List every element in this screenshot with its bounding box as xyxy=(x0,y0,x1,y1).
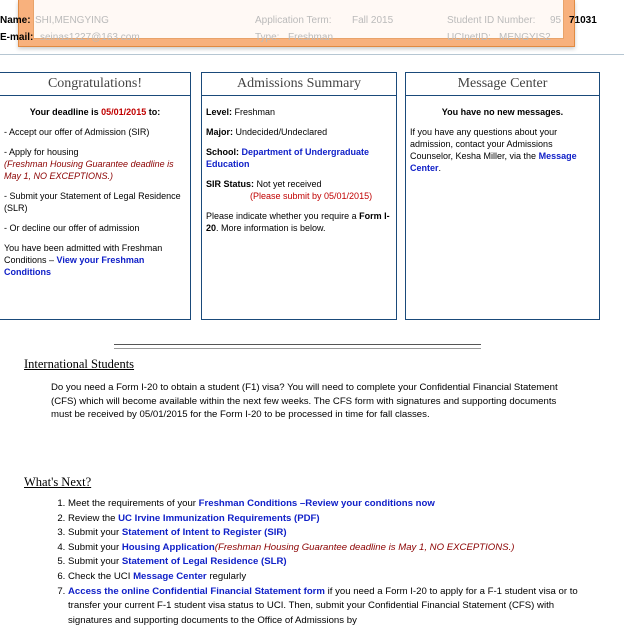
immunization-link[interactable]: UC Irvine Immunization Requirements (PDF) xyxy=(118,512,320,524)
international-students-text: Do you need a Form I-20 to obtain a student (F1) visa? You will need to complete your Confidential Financial Statement (CFS) which will become available within the next few weeks. The CFS form with signatures and supporting documents must be received by 05/01/2015 for the Form I-20 to be processed in time for fall classes. xyxy=(51,382,558,420)
ucinetid-label: UCInetID: xyxy=(447,32,491,43)
step-message-center xyxy=(68,570,588,585)
housing-note: (Freshman Housing Guarantee deadline is May 1, NO EXCEPTIONS.) xyxy=(214,541,515,553)
applicant-header xyxy=(0,0,624,55)
term-label: Application Term: xyxy=(255,15,332,26)
congratulations-panel xyxy=(0,72,191,320)
ucinetid-value: MENGYIS2 xyxy=(499,32,551,43)
message-center-panel xyxy=(405,72,600,320)
step1-text: Meet the requirements of your xyxy=(68,498,199,509)
step-sir xyxy=(68,526,588,541)
step-conditions xyxy=(68,497,588,512)
sir-status-value: Not yet received xyxy=(256,179,322,189)
student-id-label: Student ID Number: xyxy=(447,15,536,26)
header-divider xyxy=(0,54,624,55)
type-value: Freshman xyxy=(288,32,334,43)
deadline-suffix: to: xyxy=(146,107,161,117)
todo-accept: - Accept our offer of Admission (SIR) xyxy=(4,127,150,137)
help-period: . xyxy=(438,163,442,173)
todo-slr: - Submit your Statement of Legal Residence (SLR) xyxy=(4,191,181,213)
deadline-prefix: Your deadline is xyxy=(29,107,102,117)
todo-housing: - Apply for housing xyxy=(4,147,79,157)
i20-bold: Form I-20 xyxy=(206,211,390,233)
sir-link[interactable]: Statement of Intent to Register (SIR) xyxy=(121,527,287,539)
sir-deadline-note: (Please submit by 05/01/2015) xyxy=(250,191,373,201)
name-label: Name: xyxy=(0,15,31,26)
step1-dash: – xyxy=(297,498,306,509)
counselor-help-text: If you have any questions about your admission, contact your Admissions Counselor, Kesha Miller, via the xyxy=(410,127,558,161)
message-center-list-link[interactable]: Message Center xyxy=(133,570,207,582)
housing-application-link[interactable]: Housing Application xyxy=(121,541,215,553)
step2-text: Review the xyxy=(68,512,119,524)
term-value: Fall 2015 xyxy=(352,15,394,26)
step-immunization xyxy=(68,512,588,527)
cfs-form-link[interactable]: Access the online Confidential Financial Statement form xyxy=(68,585,325,597)
step3-text: Submit your xyxy=(68,527,122,539)
step7-text: if you need a Form I-20 to apply for a F-1 student visa or to transfer your current F-1 student visa status to UCI. Then, submit your Confidential Financial Statement (CFS) with signatures and supporting documents to the Office of Admissions by xyxy=(68,585,578,626)
step4-text: Submit your xyxy=(68,541,122,553)
step6-text: Check the UCI xyxy=(68,570,134,582)
international-students-heading: International Students xyxy=(24,357,135,371)
i20-text: Please indicate whether you require a xyxy=(206,211,360,221)
i20-more-info: . More information is below. xyxy=(216,223,326,233)
view-conditions-link[interactable]: View your Freshman Conditions xyxy=(4,255,145,277)
sir-status-label: SIR Status: xyxy=(206,179,255,189)
student-id-hidden: 95 xyxy=(550,15,562,26)
level-label: Level: xyxy=(206,107,233,117)
admitted-text: You have been admitted with Freshman Conditions – xyxy=(4,243,163,265)
section-divider xyxy=(114,344,481,349)
major-value: Undecided/Undeclared xyxy=(235,127,328,137)
slr-link[interactable]: Statement of Legal Residence (SLR) xyxy=(121,556,287,568)
step6-post: regularly xyxy=(206,570,247,582)
student-id-value: 71031 xyxy=(569,15,597,26)
congratulations-title: Congratulations! xyxy=(0,73,190,96)
step-housing xyxy=(68,541,588,556)
major-label: Major: xyxy=(206,127,233,137)
admissions-summary-title: Admissions Summary xyxy=(202,73,396,96)
type-label: Type: xyxy=(255,32,280,43)
freshman-conditions-link[interactable]: Freshman Conditions xyxy=(198,498,298,509)
whats-next-heading: What's Next? xyxy=(24,475,92,489)
school-label: School: xyxy=(206,147,239,157)
no-messages-text: You have no new messages. xyxy=(441,107,564,117)
school-link[interactable]: Department of Undergraduate Education xyxy=(206,147,370,169)
step-slr xyxy=(68,555,588,570)
email-value: seinas1227@163.com xyxy=(40,32,140,43)
step-cfs xyxy=(68,585,588,629)
message-center-link[interactable]: Message Center xyxy=(410,151,577,173)
step5-text: Submit your xyxy=(68,556,122,568)
todo-decline: - Or decline our offer of admission xyxy=(4,223,140,233)
housing-deadline-note: (Freshman Housing Guarantee deadline is May 1, NO EXCEPTIONS.) xyxy=(4,159,174,181)
review-conditions-link[interactable]: Review your conditions now xyxy=(305,498,435,509)
admissions-summary-panel xyxy=(201,72,397,320)
email-label: E-mail: xyxy=(0,32,34,43)
deadline-date: 05/01/2015 xyxy=(101,107,147,117)
next-steps-list xyxy=(36,497,588,628)
message-center-title: Message Center xyxy=(406,73,599,96)
name-value: SHI,MENGYING xyxy=(35,15,109,26)
level-value: Freshman xyxy=(234,107,276,117)
